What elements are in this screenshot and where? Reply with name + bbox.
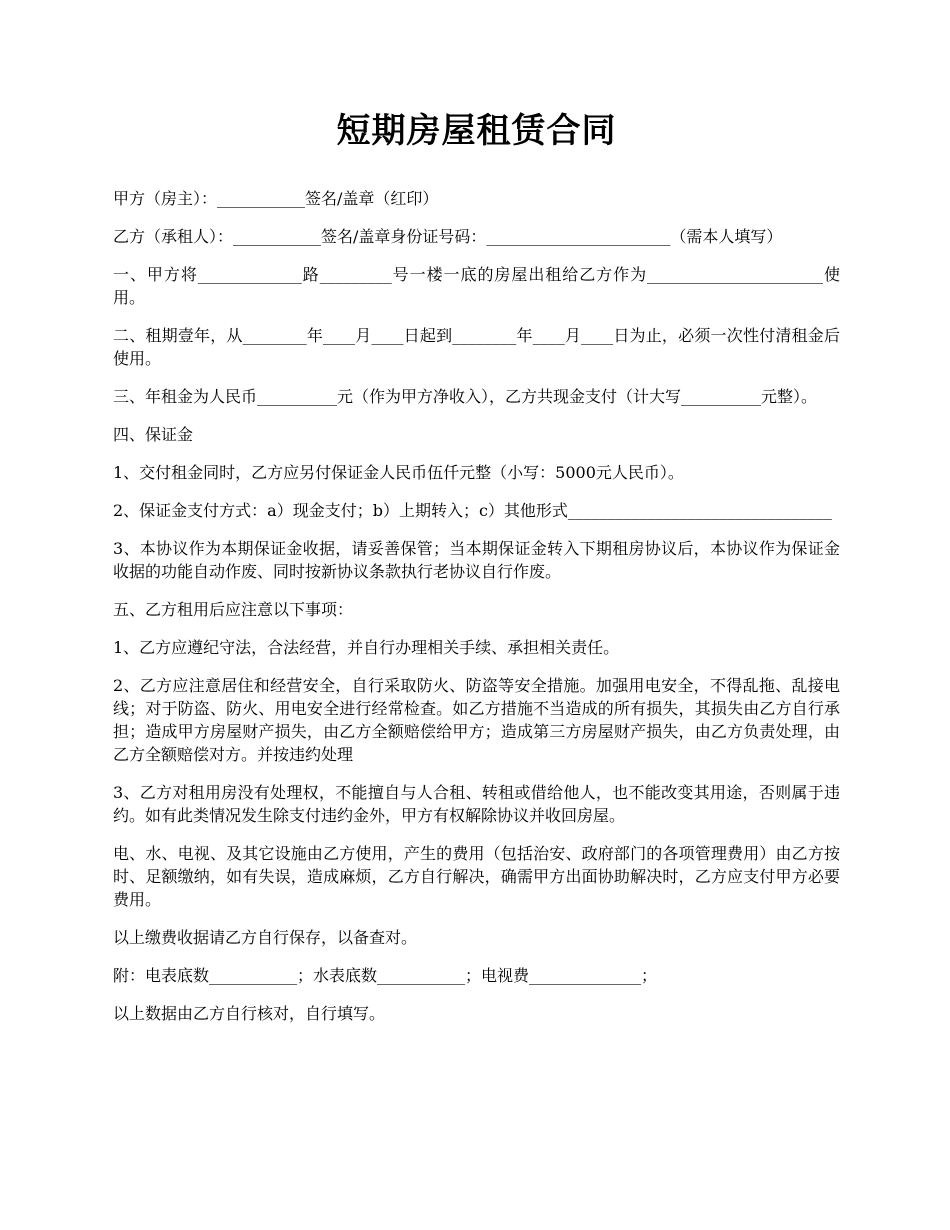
clause-3-rent: 三、年租金为人民币__________元（作为甲方净收入），乙方共现金支付（计大写__________元整）。 bbox=[113, 386, 818, 406]
notice-item-2: 2、乙方应注意居住和经营安全，自行采取防火、防盗等安全措施。加强用电安全，不得乱拖、乱接电线；对于防盗、防火、用电安全进行经常检查。如乙方措施不当造成的所有损失，其损失由乙方自行承担；造成甲方房屋财产损失，由乙方全额赔偿给甲方；造成第三方房屋财产损失，由乙方负责处理，由乙方全额赔偿对方。并按违约处理 bbox=[113, 675, 840, 764]
closing-note: 以上数据由乙方自行核对，自行填写。 bbox=[113, 1003, 386, 1023]
party-b-line: 乙方（承租人）：___________签名/盖章身份证号码：_______________________（需本人填写） bbox=[113, 226, 783, 246]
clause-2-term: 二、租期壹年，从________年____月____日起到________年____月____日为止，必须一次性付清租金后使用。 bbox=[113, 325, 840, 368]
deposit-item-1: 1、交付租金同时，乙方应另付保证金人民币伍仟元整（小写：5000元人民币）。 bbox=[113, 462, 684, 482]
utilities-paragraph: 电、水、电视、及其它设施由乙方使用，产生的费用（包括治安、政府部门的各项管理费用）由乙方按时、足额缴纳，如有失误，造成麻烦，乙方自行解决，确需甲方出面协助解决时，乙方应支付甲方必要费用。 bbox=[113, 843, 840, 909]
document-title: 短期房屋租赁合同 bbox=[336, 111, 617, 151]
deposit-item-3: 3、本协议作为本期保证金收据，请妥善保管；当本期保证金转入下期租房协议后，本协议作为保证金收据的功能自动作废、同时按新协议条款执行老协议自行作废。 bbox=[113, 538, 840, 581]
clause-5-heading: 五、乙方租用后应注意以下事项： bbox=[113, 599, 354, 619]
clause-1-premises: 一、甲方将_____________路_________号一楼一底的房屋出租给乙方作为______________________使用。 bbox=[113, 264, 840, 307]
clause-4-heading: 四、保证金 bbox=[113, 424, 194, 444]
notice-item-1: 1、乙方应遵纪守法，合法经营，并自行办理相关手续、承担相关责任。 bbox=[113, 637, 620, 657]
party-a-line: 甲方（房主）：___________签名/盖章（红印） bbox=[113, 188, 439, 208]
receipt-note: 以上缴费收据请乙方自行保存，以备查对。 bbox=[113, 927, 418, 947]
meter-readings-line: 附：电表底数___________；水表底数___________；电视费______________； bbox=[113, 965, 658, 985]
deposit-item-2: 2、保证金支付方式：a）现金支付；b）上期转入；c）其他形式_________________________________ bbox=[113, 500, 832, 520]
notice-item-3: 3、乙方对租用房没有处理权，不能擅自与人合租、转租或借给他人，也不能改变其用途，否则属于违约。如有此类情况发生除支付违约金外，甲方有权解除协议并收回房屋。 bbox=[113, 782, 840, 825]
